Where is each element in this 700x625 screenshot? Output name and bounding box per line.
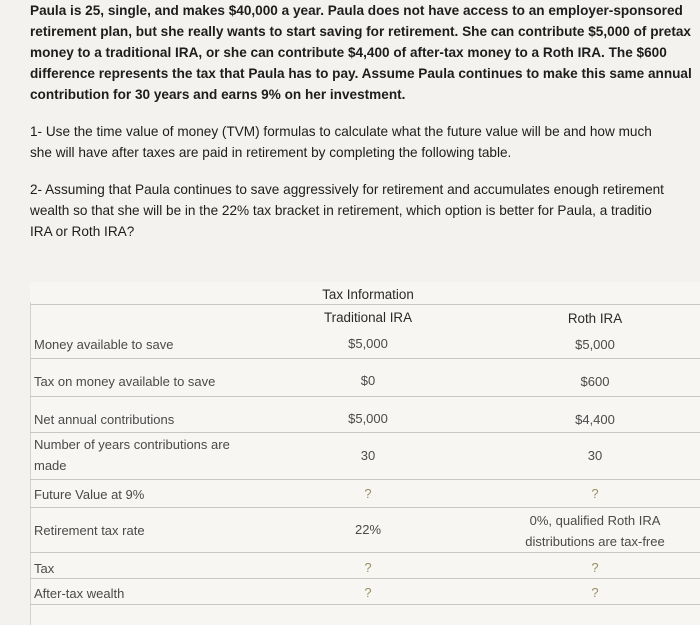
row-label: Retirement tax rate: [34, 523, 145, 538]
row-rule: [30, 479, 700, 480]
header-tax-information: Tax Information: [322, 287, 414, 302]
row-rule: [30, 552, 700, 553]
row-rule: [30, 578, 700, 579]
table-top-rule: [30, 304, 700, 305]
roth-value: 30: [587, 448, 603, 463]
roth-note: [500, 510, 690, 552]
roth-note-line: 0%, qualified Roth IRA: [529, 513, 661, 528]
row-label-line: Number of years contributions are: [34, 437, 230, 452]
problem-intro: [30, 0, 700, 105]
question-1-line: she will have after taxes are paid in retirement by completing the following table.: [30, 145, 512, 160]
row-label-line: made: [34, 458, 67, 473]
roth-value: $4,400: [575, 412, 615, 427]
roth-value: ?: [591, 486, 599, 501]
intro-line: money to a traditional IRA, or she can contribute $4,400 of after-tax money to a Roth IRA. The $600: [30, 45, 667, 60]
row-label: Net annual contributions: [34, 412, 175, 427]
roth-value: $600: [580, 374, 610, 389]
question-2: [30, 179, 700, 242]
traditional-value: ?: [364, 585, 372, 600]
row-label: Tax: [34, 561, 55, 576]
table-left-rule: [30, 302, 31, 625]
roth-value: ?: [591, 585, 599, 600]
row-rule: [30, 396, 700, 397]
traditional-value: ?: [364, 486, 372, 501]
row-label: Future Value at 9%: [34, 487, 145, 502]
traditional-value: $5,000: [348, 336, 388, 351]
question-2-line: wealth so that she will be in the 22% tax bracket in retirement, which option is better for Paula, a traditio: [30, 203, 652, 218]
roth-note-line: distributions are tax-free: [525, 534, 665, 549]
intro-line: contribution for 30 years and earns 9% on her investment.: [30, 87, 406, 102]
traditional-value: $5,000: [348, 411, 388, 426]
question-1-line: 1- Use the time value of money (TVM) formulas to calculate what the future value will be and how much: [30, 124, 652, 139]
row-label: [34, 434, 264, 476]
header-roth-ira: Roth IRA: [567, 311, 623, 326]
roth-value: ?: [591, 560, 599, 575]
row-label: Tax on money available to save: [34, 374, 216, 389]
intro-line: retirement plan, but she really wants to start saving for retirement. She can contribute $5,000 of pretax: [30, 24, 691, 39]
traditional-value: ?: [364, 560, 372, 575]
question-2-line: 2- Assuming that Paula continues to save aggressively for retirement and accumulates enough retirement: [30, 182, 664, 197]
tax-information-table: [30, 282, 700, 625]
row-rule: [30, 507, 700, 508]
row-label: Money available to save: [34, 337, 174, 352]
traditional-value: $0: [360, 373, 376, 388]
row-rule: [30, 432, 700, 433]
row-label: After-tax wealth: [34, 586, 125, 601]
traditional-value: 22%: [354, 522, 382, 537]
intro-line: Paula is 25, single, and makes $40,000 a year. Paula does not have access to an employer-sponsored: [30, 3, 683, 18]
intro-line: difference represents the tax that Paula has to pay. Assume Paula continues to make this same annual: [30, 66, 692, 81]
header-traditional-ira: Traditional IRA: [323, 310, 413, 325]
question-1: [30, 121, 700, 163]
roth-value: $5,000: [575, 337, 615, 352]
row-rule: [30, 604, 700, 605]
traditional-value: 30: [360, 448, 376, 463]
question-2-line: IRA or Roth IRA?: [30, 224, 135, 239]
row-rule: [30, 358, 700, 359]
